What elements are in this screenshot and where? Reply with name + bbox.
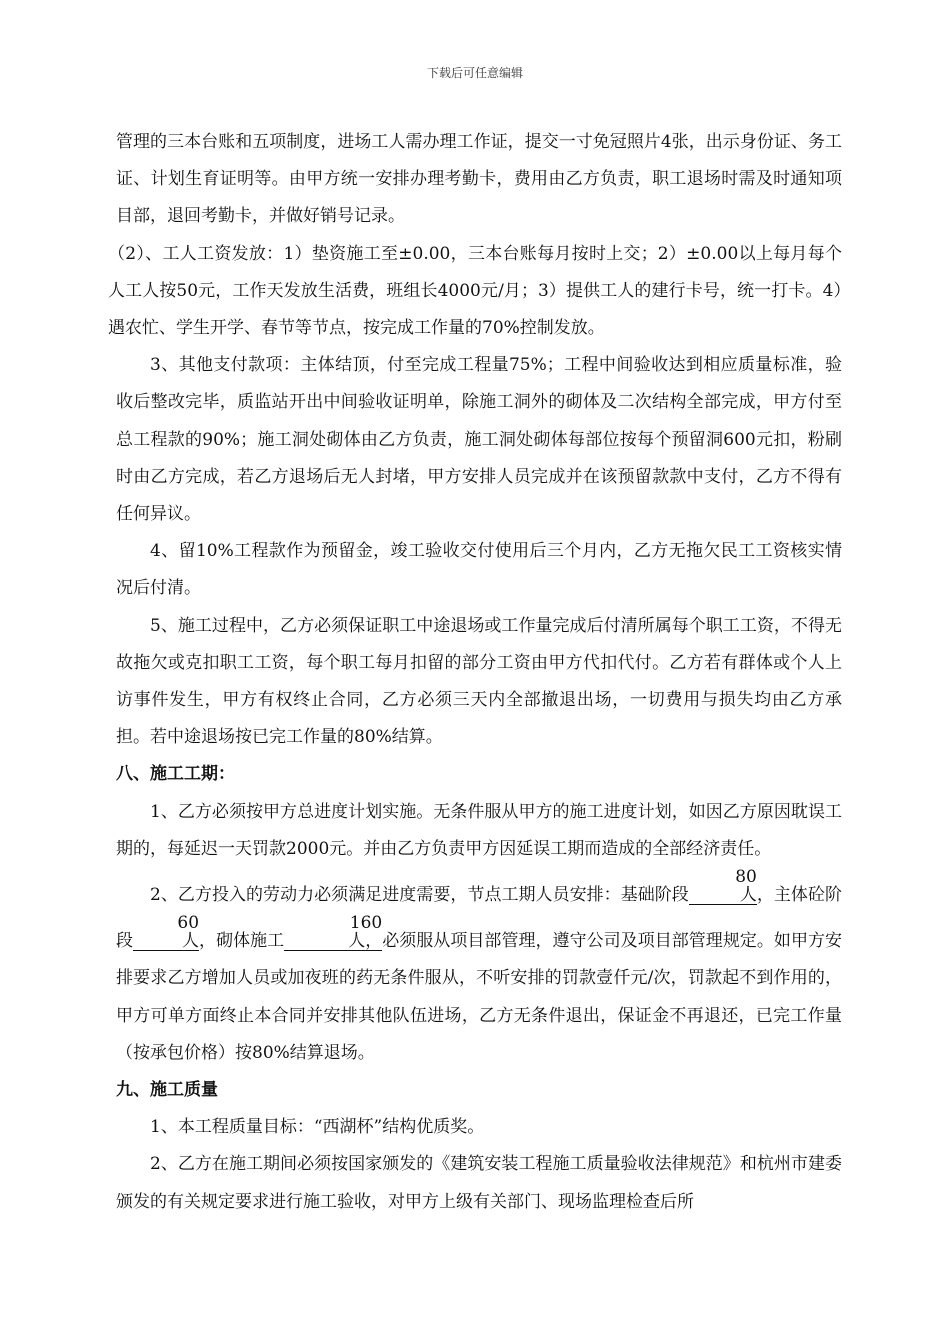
paragraph-schedule-1: 1、乙方必须按甲方总进度计划实施。无条件服从甲方的施工进度计划，如因乙方原因耽误工期的，每延迟一天罚款2000元。并由乙方负责甲方因延误工期而造成的全部经济责任。 xyxy=(116,801,842,859)
paragraph-quality-1: 1、本工程质量目标：“西湖杯”结构优质奖。 xyxy=(150,1117,485,1138)
section-heading-schedule: 八、施工工期： xyxy=(116,764,235,785)
labor-text-d: 必须服从项目部管理，遵守公司及项目部管理规定。如甲方安排要求乙方增加人员或加夜班的药无条件服从，不听安排的罚款壹仟元/次，罚款起不到作用的，甲方可单方面终止本合同并安排其他队伍进场，乙方无条件退出，保证金不再退还，已完工作量（按承包价格）按80%结算退场。 xyxy=(116,931,843,1063)
paragraph-schedule-2 xyxy=(116,868,842,1072)
paragraph-continuation: 管理的三本台账和五项制度，进场工人需办理工作证，提交一寸免冠照片4张，出示身份证、务工证、计划生育证明等。由甲方统一安排办理考勤卡，费用由乙方负责，职工退场时需及时通知项目部，退回考勤卡，并做好销号记录。 xyxy=(116,132,842,227)
foundation-staff-value: 80人 xyxy=(689,868,757,905)
section-heading-quality: 九、施工质量 xyxy=(116,1080,218,1101)
paragraph-retention: 4、留10%工程款作为预留金，竣工验收交付使用后三个月内，乙方无拖欠民工工资核实情况后付清。 xyxy=(116,541,842,599)
labor-text-a: 2、乙方投入的劳动力必须满足进度需要，节点工期人员安排：基础阶段 xyxy=(150,885,689,906)
labor-text-c: ，砌体施工 xyxy=(199,931,285,952)
page-header: 下载后可任意编辑 xyxy=(426,66,523,80)
document-body xyxy=(108,124,843,1221)
structure-staff-value: 60人 xyxy=(133,914,199,951)
labor-text-b: ，主体砼阶段 xyxy=(116,885,842,952)
masonry-staff-value: 160人， xyxy=(284,914,382,951)
paragraph-quality-2: 2、乙方在施工期间必须按国家颁发的《建筑安装工程施工质量验收法律规范》和杭州市建委颁发的有关规定要求进行施工验收，对甲方上级有关部门、现场监理检查后所 xyxy=(116,1154,842,1212)
paragraph-wage-payment: （2）、工人工资发放：1）垫资施工至±0.00，三本台账每月按时上交；2）±0.00以上每月每个人工人按50元，工作天发放生活费，班组长4000元/月；3）提供工人的建行卡号，统一打卡。4）遇农忙、学生开学、春节等节点，按完成工作量的70%控制发放。 xyxy=(108,243,842,339)
paragraph-other-payments: 3、其他支付款项：主体结顶，付至完成工程量75%；工程中间验收达到相应质量标准，验收后整改完毕，质监站开出中间验收证明单，除施工洞外的砌体及二次结构全部完成，甲方付至总工程款的90%；施工洞处砌体由乙方负责，施工洞处砌体每部位按每个预留洞600元扣，粉刷时由乙方完成，若乙方退场后无人封堵，甲方安排人员完成并在该预留款款中支付，乙方不得有任何异议。 xyxy=(116,355,842,525)
paragraph-wage-guarantee: 5、施工过程中，乙方必须保证职工中途退场或工作量完成后付清所属每个职工工资，不得无故拖欠或克扣职工工资，每个职工每月扣留的部分工资由甲方代扣代付。乙方若有群体或个人上访事件发生，甲方有权终止合同，乙方必须三天内全部撤退出场，一切费用与损失均由乙方承担。若中途退场按已完工作量的80%结算。 xyxy=(116,615,842,748)
